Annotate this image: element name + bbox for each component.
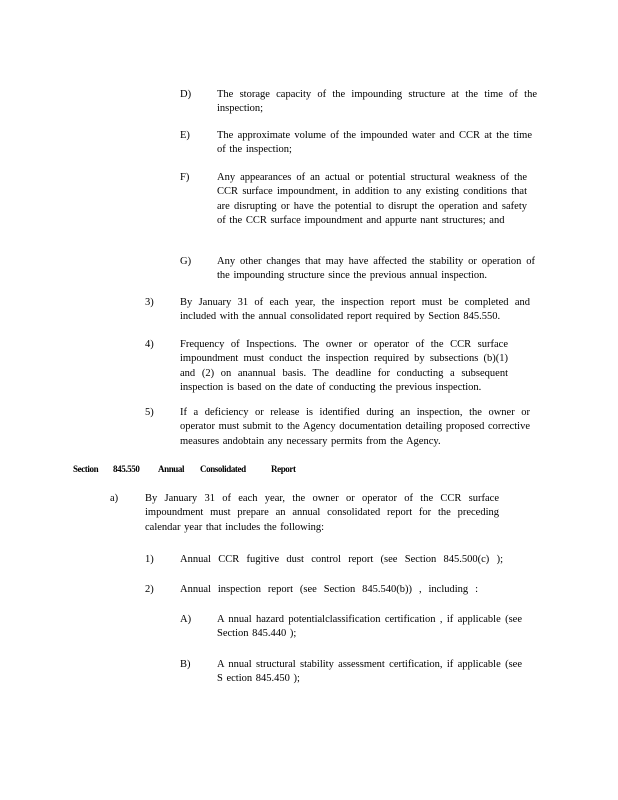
sub-a-item-2-label: 2) xyxy=(145,584,154,595)
item-e-text: The approximate volume of the impounded water and CCR at the time of the inspection; xyxy=(217,130,532,156)
section-word: Section xyxy=(73,464,99,474)
item-3-label: 3) xyxy=(145,297,154,308)
item-4-label: 4) xyxy=(145,339,154,350)
item-3-text: By January 31 of each year, the inspection report must be completed and included with the annual consolidated report required by Section 845.550. xyxy=(180,297,530,323)
item-5-label: 5) xyxy=(145,407,154,418)
sub-a-item-2-text: Annual inspection report (see Section 845.540(b)) , including : xyxy=(180,584,478,595)
item-d-text: The storage capacity of the impounding structure at the time of the inspection; xyxy=(217,89,537,115)
item-5-text: If a deficiency or release is identified during an inspection, the owner or operator must submit to the Agency documentation detailing proposed corrective measures andobtain any necessary permits from the Agency. xyxy=(180,407,530,447)
item-f-label: F) xyxy=(180,172,190,183)
sub-a-label: a) xyxy=(110,493,119,504)
sub-a-item-1-label: 1) xyxy=(145,554,154,565)
item-e-label: E) xyxy=(180,130,190,141)
sub-a-item-2a-text: A nnual hazard potentialclassification certification , if applicable (see Section 845.440 ); xyxy=(217,614,522,640)
item-g-label: G) xyxy=(180,256,192,267)
item-g-text: Any other changes that may have affected the stability or operation of the impounding structure since the previous annual inspection. xyxy=(217,256,535,282)
sub-a-item-1-text: Annual CCR fugitive dust control report (see Section 845.500(c) ); xyxy=(180,554,503,565)
section-title-word-2: Consolidated xyxy=(200,464,246,474)
section-number: 845.550 xyxy=(113,464,140,474)
section-heading xyxy=(73,462,303,476)
sub-a-item-2b-text: A nnual structural stability assessment certification, if applicable (see S ection 845.450 ); xyxy=(217,659,522,685)
sub-a-item-2b-label: B) xyxy=(180,659,191,670)
section-title-word-3: Report xyxy=(271,464,296,474)
item-4-text: Frequency of Inspections. The owner or operator of the CCR surface impoundment must conduct the inspection required by subsections (b)(1) and (2) on anannual basis. The deadline for conducting a subsequent inspection is based on the date of conducting the previous inspection. xyxy=(180,339,508,393)
section-title-word-1: Annual xyxy=(158,464,185,474)
sub-a-text: By January 31 of each year, the owner or operator of the CCR surface impoundment must prepare an annual consolidated report for the preceding calendar year that includes the following: xyxy=(145,493,499,533)
item-f-text: Any appearances of an actual or potential structural weakness of the CCR surface impoundment, in addition to any existing conditions that are disrupting or have the potential to disrupt the operation and safety of the CCR surface impoundment and appurte nant structures; and xyxy=(217,172,527,226)
item-d-label: D) xyxy=(180,89,192,100)
sub-a-item-2a-label: A) xyxy=(180,614,192,625)
